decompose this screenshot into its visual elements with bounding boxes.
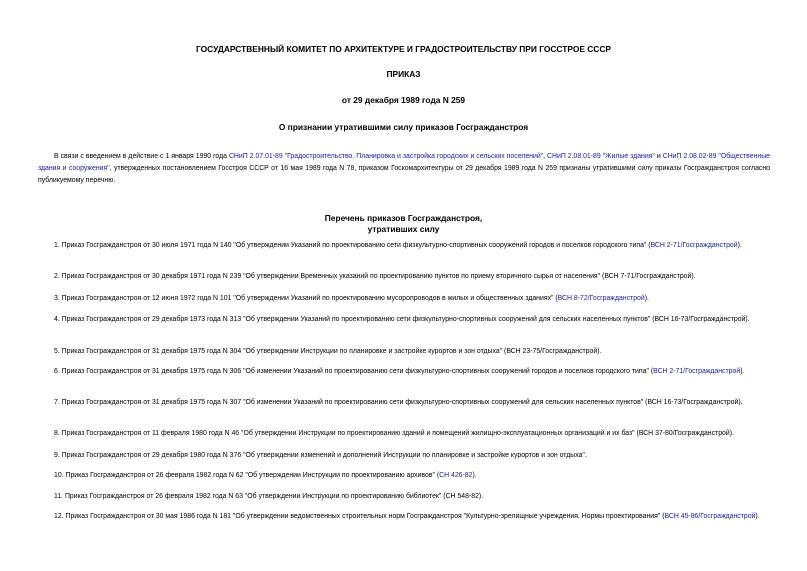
intro-text-1: В связи с введением в действие с 1 января 1990 года	[54, 153, 229, 160]
list-item-text: 1. Приказ Госгражданстроя от 30 июля 1971 года N 140 "Об утверждении Указаний по проектированию сети физкультурно-спортивных сооружений городов и поселков городского типа" (	[54, 242, 651, 249]
norm-link[interactable]: ВСН 8-72/Госгражданстрой	[557, 295, 645, 302]
list-item-tail: ).	[755, 513, 760, 520]
list-item-tail: ).	[737, 242, 742, 249]
list-item-text: 2. Приказ Госгражданстроя от 30 декабря 1971 года N 239 "Об утверждении Временных указаний по проектированию пунктов по приему вторичного сырья от населения" (ВСН 7-71/Госгражданстрой).	[54, 273, 696, 280]
list-item	[38, 346, 770, 358]
list-item	[38, 491, 770, 503]
list-item-text: 10. Приказ Госгражданстроя от 26 февраля 1982 года N 62 "Об утверждении Инструкции по проектированию архивов" (	[54, 472, 440, 479]
list-item-text: 3. Приказ Госгражданстроя от 12 июня 1972 года N 101 "Об утверждении Указаний по проектированию мусоропроводов в жилых и общественных зданиях" (	[54, 295, 558, 302]
norm-link[interactable]: ВСН 2-71/Госгражданстрой	[653, 368, 741, 375]
list-item-tail: ).	[472, 472, 477, 479]
list-item	[38, 271, 770, 283]
list-item-text: 8. Приказ Госгражданстроя от 11 февраля 1980 года N 46 "Об утверждении Инструкции по проектированию зданий и помещений жилищно-эксплуатационных организаций и их баз" (ВСН 37-80/Госгражданстрой).	[54, 430, 734, 437]
list-item-text: 11. Приказ Госгражданстроя от 26 февраля 1982 года N 63 "Об утверждении Инструкции по проектированию библиотек" (СН 548-82).	[54, 493, 484, 500]
list-item-text: 5. Приказ Госгражданстроя от 31 декабря 1975 года N 304 "Об утверждении Инструкции по планировке и застройке курортов и зон отдыха" (ВСН 23-75/Госгражданстрой).	[54, 348, 602, 355]
list-item	[38, 470, 770, 482]
norm-link[interactable]: СН 426-82	[439, 472, 473, 479]
list-item	[38, 397, 770, 409]
snip-2-08-01-89-link[interactable]: СНиП 2.08.01-89 "Жилые здания"	[547, 153, 655, 160]
list-item-tail: ).	[740, 368, 745, 375]
list-item	[38, 314, 770, 326]
intro-text-4: , утвержденных постановлением Госстроя СССР от 16 мая 1989 года N 78, приказом Госкомархитектуры от 29 декабря 1989 года N 259 признаны утратившими силу приказы Госгражданстроя согласно публикуемому перечню.	[38, 165, 770, 184]
intro-text-2: ,	[543, 153, 548, 160]
doc-type-heading: ПРИКАЗ	[386, 69, 421, 79]
list-title-line-1: Перечень приказов Госгражданстроя,	[324, 213, 483, 223]
list-item-text: 4. Приказ Госгражданстроя от 29 декабря 1973 года N 313 "Об утверждении Указаний по проектированию сети физкультурно-спортивных сооружений для сельских населенных пунктов" (ВСН 16-73/Госгражданстрой).	[54, 316, 750, 323]
subject-heading: О признании утратившими силу приказов Госгражданстроя	[278, 122, 529, 132]
intro-text-3: и	[654, 153, 663, 160]
list-title-line-2: утративших силу	[367, 223, 440, 234]
list-item	[38, 450, 770, 462]
snip-2-07-01-89-link[interactable]: СНиП 2.07.01-89 "Градостроительство. Планировка и застройка городских и сельских поселений"	[228, 153, 544, 160]
list-item	[38, 366, 770, 378]
date-heading: от 29 декабря 1989 года N 259	[341, 95, 466, 105]
list-item-text: 9. Приказ Госгражданстроя от 29 декабря 1980 года N 376 "Об утверждении изменений и дополнений Инструкции по планировке и застройке курортов и зон отдыха".	[54, 452, 587, 459]
list-title	[0, 213, 807, 234]
intro-paragraph	[38, 151, 770, 187]
list-item-text: 6. Приказ Госгражданстроя от 31 декабря 1975 года N 306 "Об изменении Указаний по проектированию сети физкультурно-спортивных сооружений городов и поселков городского типа" (	[54, 368, 654, 375]
list-item-text: 7. Приказ Госгражданстроя от 31 декабря 1975 года N 307 "Об изменении Указаний по проектированию сети физкультурно-спортивных сооружений для сельских населенных пунктов" (ВСН 16-73/Госгражданстрой).	[54, 399, 743, 406]
committee-heading: ГОСУДАРСТВЕННЫЙ КОМИТЕТ ПО АРХИТЕКТУРЕ И ГРАДОСТРОИТЕЛЬСТВУ ПРИ ГОССТРОЕ СССР	[196, 44, 611, 54]
norm-link[interactable]: ВСН 45-86/Госгражданстрой	[664, 513, 756, 520]
list-item	[38, 293, 770, 305]
list-item-tail: ).	[644, 295, 649, 302]
list-item	[38, 428, 770, 440]
norm-link[interactable]: ВСН 2-71/Госгражданстрой	[650, 242, 738, 249]
list-item	[38, 511, 770, 523]
list-item	[38, 240, 770, 252]
snip-2-08-02-89-link[interactable]: СНиП 2.08.02-89 "Общественные здания и сооружения"	[38, 153, 770, 172]
list-item-text: 12. Приказ Госгражданстроя от 30 мая 1986 года N 181 "Об утверждении ведомственных строительных норм Госгражданстроя "Культурно-зрелищные учреждения. Нормы проектирования" (	[54, 513, 665, 520]
